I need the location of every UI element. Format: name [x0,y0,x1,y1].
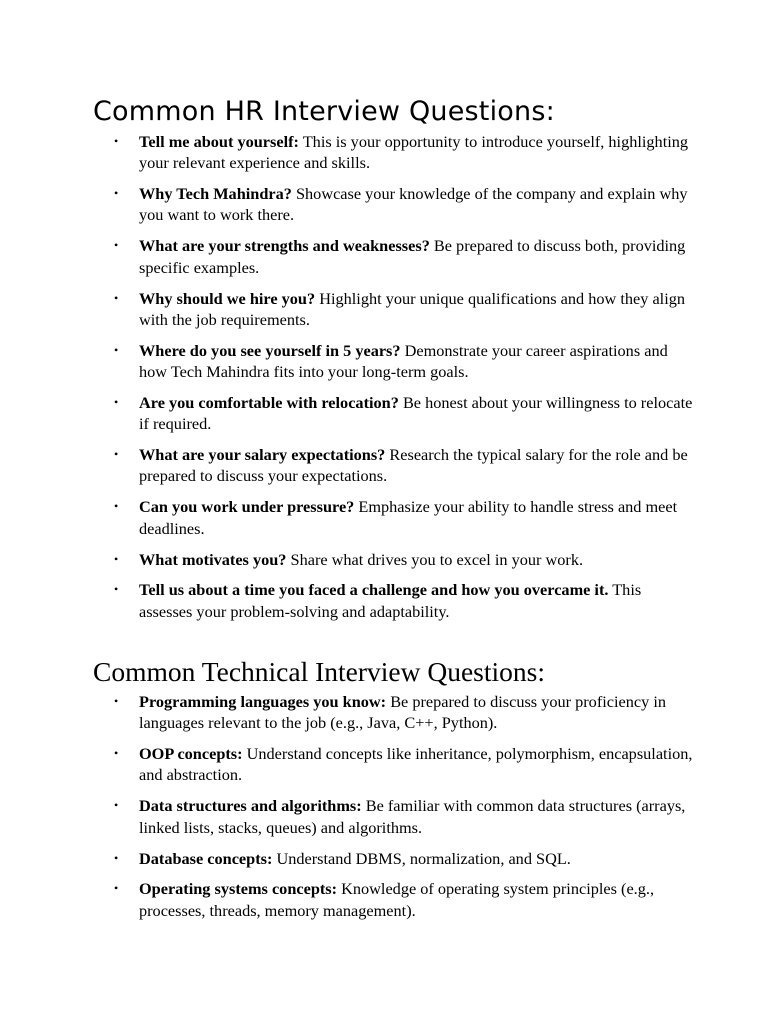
question-answer: Understand concepts like inheritance, polymorphism, encapsulation, and abstraction. [139,744,693,785]
question-label: Tell us about a time you faced a challenge and how you overcame it. [139,580,609,600]
bullet-icon: • [114,290,119,305]
bullet-icon: • [114,499,119,514]
bullet-icon: • [114,186,119,201]
question-label: Tell me about yourself: [139,132,299,151]
question-label: What are your strengths and weaknesses? [139,236,430,256]
list-item [93,131,693,174]
question-answer: This assesses your problem-solving and adaptability. [139,580,642,621]
list-item [93,496,693,539]
bullet-icon: • [114,693,119,708]
question-answer: Demonstrate your career aspirations and how Tech Mahindra fits into your long-term goals. [139,340,668,382]
list-item [93,235,693,278]
technical-question-list [93,691,693,921]
question-label: OOP concepts: [139,744,243,764]
question-answer: Emphasize your ability to handle stress and meet deadlines. [139,497,678,538]
list-item [93,795,693,838]
bullet-icon: • [114,394,119,409]
list-item [93,183,693,226]
bullet-icon: • [114,551,119,566]
bullet-icon: • [114,850,119,865]
bullet-icon: • [114,447,119,462]
question-label: Database concepts: [139,848,273,868]
question-label: Are you comfortable with relocation? [139,392,399,412]
question-answer: Be familiar with common data structures (arrays, linked lists, stacks, queues) and algorithms. [139,796,686,837]
list-item [93,444,693,487]
list-item [93,392,693,435]
technical-section-title: Common Technical Interview Questions: [93,655,545,687]
question-label: Programming languages you know: [139,691,387,711]
question-label: Why should we hire you? [139,288,316,308]
question-label: What are your salary expectations? [139,445,386,465]
list-item [93,340,693,383]
bullet-icon: • [114,342,119,357]
question-answer: Be prepared to discuss your proficiency in languages relevant to the job (e.g., Java, C++, Python). [139,691,666,733]
question-label: What motivates you? [139,549,287,569]
question-label: Why Tech Mahindra? [139,184,292,204]
list-item [93,743,693,786]
question-answer: Share what drives you to excel in your work. [290,549,584,569]
question-answer: Understand DBMS, normalization, and SQL. [276,848,571,868]
question-label: Operating systems concepts: [139,879,338,899]
bullet-icon: • [114,134,119,148]
question-answer: Research the typical salary for the role and be prepared to discuss your expectations. [139,445,688,486]
list-item [93,878,693,921]
hr-section-title: Common HR Interview Questions: [93,96,555,127]
question-label: Data structures and algorithms: [139,796,362,816]
bullet-icon: • [114,238,119,253]
question-label: Can you work under pressure? [139,497,355,517]
question-answer: Showcase your knowledge of the company and explain why you want to work there. [139,184,688,225]
bullet-icon: • [114,798,119,813]
document-page [93,96,693,931]
question-answer: Be honest about your willingness to relocate if required. [139,392,693,434]
question-answer: Be prepared to discuss both, providing specific examples. [139,236,686,277]
question-answer: This is your opportunity to introduce yourself, highlighting your relevant experience and skills. [139,132,689,173]
list-item [93,848,693,869]
bullet-icon: • [114,746,119,761]
list-item [93,288,693,331]
bullet-icon: • [114,881,119,896]
hr-question-list [93,131,693,622]
list-item [93,549,693,570]
question-answer: Highlight your unique qualifications and how they align with the job requirements. [139,288,686,329]
question-label: Where do you see yourself in 5 years? [139,340,401,360]
bullet-icon: • [114,582,119,597]
question-answer: Knowledge of operating system principles (e.g., processes, threads, memory management). [139,879,655,920]
list-item [93,691,693,734]
list-item [93,579,693,622]
